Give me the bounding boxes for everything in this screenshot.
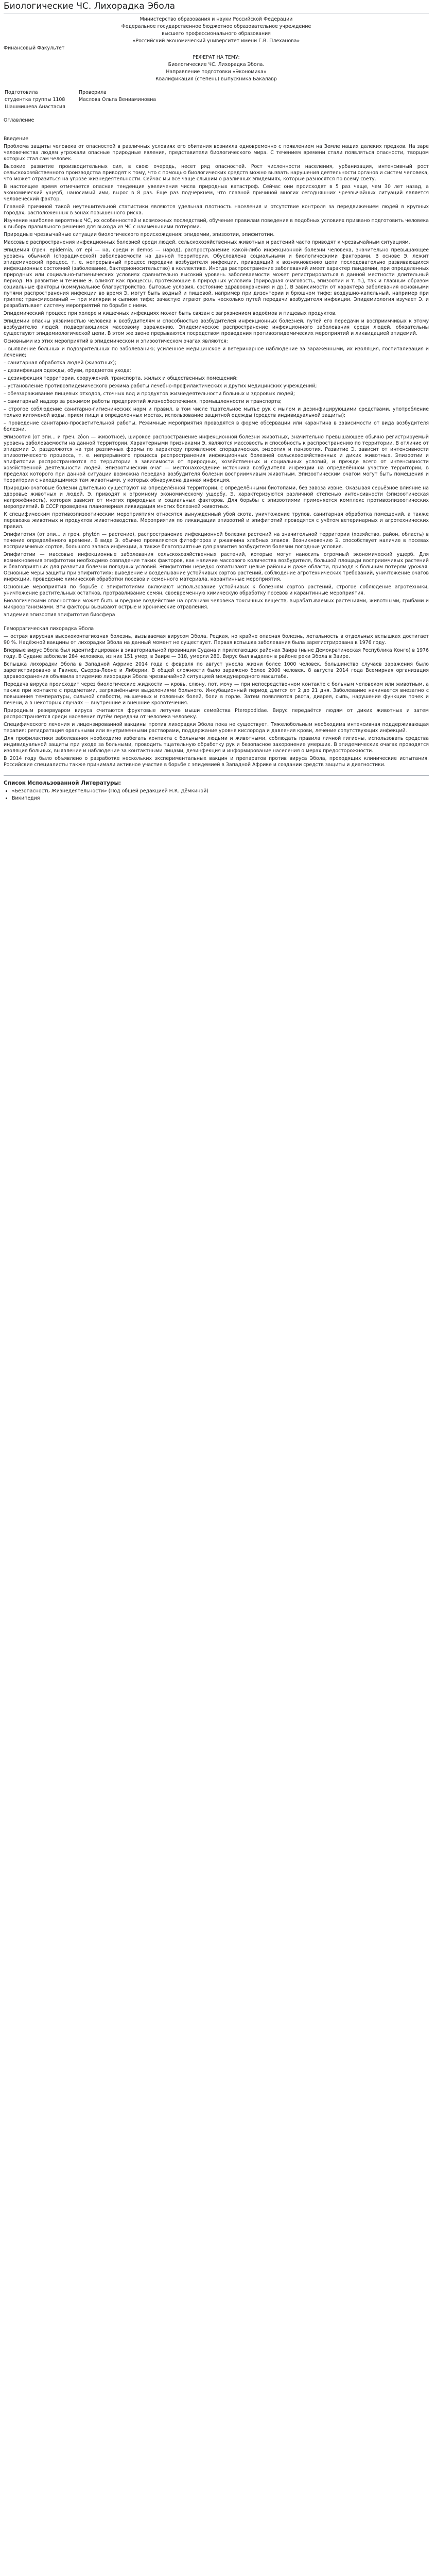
faculty-line: Финансовый Факультет xyxy=(4,45,65,51)
referat-topic: Биологические ЧС. Лихорадка Эбола. xyxy=(168,62,265,67)
ebola-paragraph: Для профилактики заболевания необходимо избегать контакта с больными людьми и животными, соблюдать правила личной гигиены, использовать средства индивидуальной защиты при уходе за больными, проводить тщательную обработку рук и безопасное захоронение умерших. В эпидемических очагах проводятся изоляция больных, выявление и наблюдение за контактными лицами, дезинфекция и информирование населения о мерах предосторожности. xyxy=(4,736,429,754)
document-page xyxy=(0,0,436,802)
body-paragraph: Эпидемия (греч. epidemia, от epi — на, среди и demos — народ), распространение какой-либо инфекционной болезни человека, значительно превышающее уровень обычной (спорадической) заболеваемости на данной территории. Обусловлена социальными и биологическими факторами. В основе Э. лежит эпидемический процесс, т. е. непрерывный процесс передачи возбудителя инфекции, приводящий к возникновению цепи последовательно развивающихся инфекционных состояний (заболевание, бактерионосительство) в коллективе. Иногда распространение заболеваний имеет характер пандемии, при определенных природных или социально-гигиенических условиях сравнительно высокий уровень заболеваемости может регистрироваться в данной местности длительный период. На развитие и течение Э. влияют как процессы, протекающие в природных условиях (природная очаговость, эпизоотии и т. п.), так и главным образом социальные факторы (коммунальное благоустройство, бытовые условия, состояние здравоохранения и др.). В зависимости от характера заболевания основными путями распространения инфекции во время Э. могут быть водный и пищевой, например при дизентерии и брюшном тифе; воздушно-капельный, например при гриппе; трансмиссивный — при малярии и сыпном тифе; зачастую играют роль несколько путей передачи возбудителя инфекции. Эпидемиология изучает Э. и разрабатывает систему мероприятий по борьбе с ними. xyxy=(4,247,429,309)
institution-line-2: высшего профессионального образования xyxy=(162,31,271,37)
ebola-paragraph: Впервые вирус Эбола был идентифицирован в экваториальной провинции Судана и прилегающих районах Заира (ныне Демократическая Республика Конго) в 1976 году. В Судане заболели 284 человека, из них 151 умер, в Заире — 318, умерли 280. Вирус был выделен в районе реки Эбола в Заире. xyxy=(4,648,429,659)
page-title: Биологические ЧС. Лихорадка Эбола xyxy=(4,1,176,11)
checker-block xyxy=(79,90,429,111)
body-paragraph: Природно-очаговые болезни длительно существуют на определённой территории, с определёнными биотопами, без завоза извне. Оказывая серьёзное влияние на здоровье животных и людей, Э. приводят к огромному экономическому ущербу. Э. характеризуются различной степенью интенсивности (эпизоотическая напряжённость), которая зависит от многих природных и социальных факторов. Для борьбы с эпизоотиями применяется комплекс противоэпизоотических мероприятий. В СССР проведена планомерная ликвидация многих болезней животных. xyxy=(4,485,429,510)
body-paragraph: Эпидемический процесс при холере и кишечных инфекциях может быть связан с загрязнением водоёмов и пищевых продуктов. xyxy=(4,311,337,316)
body-paragraph: Эпифитотии — массовые инфекционные заболевания сельскохозяйственных растений, которые могут наносить огромный экономический ущерб. Для возникновения эпифитотии необходимо совпадение таких факторов, как наличие массового количества возбудителя, большой площади восприимчивых растений и благоприятных для развития болезни погодных условий. Эпифитотии нередко охватывают целые районы и даже области, приводя к большим потерям урожая. Основные меры защиты при эпифитотиях: выведение и возделывание устойчивых сортов растений, соблюдение агротехнических требований, уничтожение очагов инфекции, проведение химической обработки посевов и семенного материала, карантинные мероприятия. xyxy=(4,552,429,582)
student-group: студентка группы 1108 xyxy=(5,97,65,103)
body-paragraph: – санитарный надзор за режимом работы предприятий жизнеобеспечения, промышленности и транспорта; xyxy=(4,399,282,404)
direction-line: Направление подготовки «Экономика» xyxy=(166,69,267,75)
body-paragraph: Высокие развитие производительных сил, в свою очередь, несет ряд опасностей. Рост численности населения, урбанизация, интенсивный рост сельскохозяйственного производства приводят к тому, что с помощью биологических средств можно вызвать нарушения деятельности органов и систем человека, что может отразиться на угрозе жизнедеятельности. Сейчас мы все чаще слышим о различных эпидемиях, которые разносятся по всему свету. xyxy=(4,164,429,182)
literature-heading: Список Использованной Литературы: xyxy=(4,780,121,786)
body-paragraph: – обеззараживание пищевых отходов, сточных вод и продуктов жизнедеятельности больных и здоровых людей; xyxy=(4,391,295,397)
author-block xyxy=(5,90,79,111)
body-paragraph: Биологическими опасностями может быть и вредное воздействие на организм человека токсичных веществ, вырабатываемых растениями, животными, грибами и микроорганизмами. Эти факторы вызывают острые и хронические отравления. xyxy=(4,598,429,610)
ebola-body xyxy=(4,634,429,768)
body-paragraph: В настоящее время отмечается опасная тенденция увеличения числа природных катастроф. Сейчас они происходят в 5 раз чаще, чем 30 лет назад, а экономический ущерб, наносимый ими, вырос в 8 раз. Еще раз подчеркнем, что главной причиной многих сегодняшних чрезвычайных ситуаций является человеческий фактор. xyxy=(4,184,429,202)
cover-topic xyxy=(4,55,429,82)
body-paragraph: Основные мероприятия по борьбе с эпифитотиями включают использование устойчивых к болезням сортов растений, строгое соблюдение агротехники, уничтожение растительных остатков, протравливание семян, своевременную химическую обработку посевов и карантинные мероприятия. xyxy=(4,584,429,596)
ebola-paragraph: В 2014 году было объявлено о разработке нескольких экспериментальных вакцин и препаратов против вируса Эбола, проходящих клинические испытания. Российские специалисты также принимали активное участие в борьбе с эпидемией в Западной Африке и создании средств защиты и диагностики. xyxy=(4,756,429,768)
body-paragraph: – строгое соблюдение санитарно-гигиенических норм и правил, в том числе тщательное мытье рук с мылом и дезинфицирующими средствами, употребление только кипяченой воды, прием пищи в определенных местах, использование защитной одежды (средств индивидуальной защиты); xyxy=(4,406,429,418)
literature-list xyxy=(4,788,429,802)
university-line: «Российский экономический университет имени Г.В. Плеханова» xyxy=(132,38,300,44)
signatures-block xyxy=(4,90,429,111)
body-paragraph: Основными из этих мероприятий в эпидемическом и эпизоотическом очагах являются: xyxy=(4,338,228,344)
ministry-line: Министерство образования и науки Российской Федерации xyxy=(139,16,293,22)
body-paragraph: Изучение наиболее вероятных ЧС, их особенностей и возможных последствий, обучение правилам поведения в подобных условиях призвано подготовить человека к выбору правильного решения для выхода из ЧС с наименьшими потерями. xyxy=(4,218,429,230)
body-paragraph: – дезинфекция территории, сооружений, транспорта, жилых и общественных помещений; xyxy=(4,376,238,381)
body-paragraph: – дезинфекция одежды, обуви, предметов ухода; xyxy=(4,368,131,374)
institution-line-1: Федеральное государственное бюджетное образовательное учреждение xyxy=(121,24,311,29)
body-paragraph: – проведение санитарно-просветительной работы. Режимные мероприятия проводятся в форме обсервации или карантина в зависимости от вида возбудителя болезни. xyxy=(4,420,429,432)
student-name: Шашмишева Анастасия xyxy=(5,104,65,110)
body-paragraph: Природные чрезвычайные ситуации биологического происхождения: эпидемии, эпизоотии, эпифитотии. xyxy=(4,232,275,238)
literature-item: • «Безопасность Жизнедеятельности» (Под общей редакцией Н.К. Дёмкиной) xyxy=(12,788,429,794)
ebola-paragraph: Специфического лечения и лицензированной вакцины против лихорадки Эбола пока не существует. Тяжелобольным необходима интенсивная поддерживающая терапия: регидратация оральными или внутривенными растворами, поддержание уровня кислорода и давления крови, лечение сопутствующих инфекций. xyxy=(4,722,429,734)
body-paragraph: Эпизоотия (от эпи... и греч. zōon — животное), широкое распространение инфекционной болезни животных, значительно превышающее обычно регистрируемый уровень заболеваемости на данной территории. Характерными признаками Э. являются массовость и способность к распространению по территории. В отличие от эпидемии Э. разделяются на три различных формы по характеру проявления: спорадическая, энзоотия и панзоотия. Развитие Э. зависит от интенсивности эпизоотического процесса, т. е. непрерывного процесса распространения инфекционных болезней сельскохозяйственных и диких животных. Эпизоотии и эпифитотии распространяются по территории в зависимости от природных, хозяйственных и социальных условий, и прежде всего от интенсивности хозяйственной деятельности людей. Эпизоотический очаг — местонахождение источника возбудителя инфекции на определённом участке территории, в пределах которого при данной ситуации возможна передача возбудителя болезни восприимчивым животным. Эпизоотическим очагом могут быть помещения и территории с находящимися там животными, у которых обнаружена данная инфекция. xyxy=(4,434,429,483)
toc-heading: Оглавление xyxy=(4,117,34,123)
ebola-paragraph: Передача вируса происходит через биологические жидкости — кровь, слюну, пот, мочу — при непосредственном контакте с больным человеком или животным, а также при контакте с предметами, загрязнёнными выделениями больного. Инкубационный период длится от 2 до 21 дня. Заболевание начинается внезапно с повышения температуры, сильной слабости, мышечных и головных болей, боли в горле. Затем появляются рвота, диарея, сыпь, нарушение функции почек и печени, а в некоторых случаях — внутренние и внешние кровотечения. xyxy=(4,682,429,706)
ebola-heading: Геморрагическая лихорадка Эбола xyxy=(4,626,94,632)
body-paragraph: – санитарная обработка людей (животных); xyxy=(4,360,117,366)
body-paragraph: Массовые распространения инфекционных болезней среди людей, сельскохозяйственных животных и растений часто приводят к чрезвычайным ситуациям. xyxy=(4,240,410,245)
ebola-paragraph: — острая вирусная высококонтагиозная болезнь, вызываемая вирусом Эбола. Редкая, но крайне опасная болезнь, летальность в отдельных вспышках достигает 90 %. Надёжной вакцины от лихорадки Эбола на данный момент не существует. Первая вспышка заболевания была зарегистрирована в 1976 году. xyxy=(4,634,429,646)
body-paragraph: – выявление больных и подозрительных по заболеванию; усиленное медицинское и ветеринарное наблюдение за зараженными, их изоляция, госпитализация и лечение; xyxy=(4,346,429,358)
body-paragraph: эпидемия эпизоотия эпифитотия биосфера xyxy=(4,612,115,618)
body-paragraph: Эпифитотия (от эпи... и греч. phytón — растение), распространение инфекционной болезни растений на значительной территории (хозяйство, район, область) в течение определённого времени. В виде Э. обычно проявляются фитофтороз и ржавчина хлебных злаков. Возникновению Э. способствует наличие в посевах восприимчивых сортов, большого запаса инфекции, а также благоприятные для развития возбудителя болезни погодные условия. xyxy=(4,532,429,550)
intro-heading: Введение xyxy=(4,136,28,142)
spacer xyxy=(4,620,429,626)
literature-section xyxy=(4,775,429,802)
referat-label: РЕФЕРАТ НА ТЕМУ: xyxy=(193,55,240,60)
body-paragraph: Эпидемии опасны уязвимостью человека к возбудителям и способностью возбудителей инфекционных болезней, путей его передачи и восприимчивых к этому возбудителю людей, подвергающихся массовому заражению. Эпидемическое распространение инфекционного заболевания среди людей, обязательны существуют эпидемиологической цепи. В этом же звене прерываются посредством проведения противоэпидемических мероприятий и ликвидацией эпидемий. xyxy=(4,318,429,336)
prepared-label: Подготовила xyxy=(5,90,38,95)
qualification-line: Квалификация (степень) выпускника Бакалавр xyxy=(155,76,277,82)
body-paragraph: Проблема защиты человека от опасностей в различных условиях его обитания возникла одновременно с появлением на Земле наших далеких предков. На заре человечества людям угрожали опасные природные явления, представители биологического мира. С течением времени стали появляться опасности, творцом которых стал сам человек. xyxy=(4,144,429,162)
intro-body xyxy=(4,144,429,618)
spacer xyxy=(4,124,429,130)
body-paragraph: К специфическим противоэпизоотическим мероприятиям относятся вынужденный убой скота, уничтожение трупов, санитарная обработка помещений, а также перевозка животных и продуктов животноводства. Мероприятия по ликвидации эпизоотий и эпифитотий проводятся с учётом ветеринарных и агротехнических правил. xyxy=(4,512,429,530)
literature-item: • Википедия xyxy=(12,795,429,802)
body-paragraph: – установление противоэпидемического режима работы лечебно-профилактических и других медицинских учреждений; xyxy=(4,383,317,389)
body-paragraph: Главной причиной такой неутешительной статистики являются удельная плотность населения и отсутствие контроля за передвижением людей в крупных городах, расположенных в зонах повышенного риска. xyxy=(4,204,429,216)
ebola-paragraph: Природным резервуаром вируса считаются фруктовые летучие мыши семейства Pteropodidae. Вирус передаётся людям от диких животных и затем распространяется среди населения путём передачи от человека человеку. xyxy=(4,708,429,720)
spacer xyxy=(4,130,429,136)
ebola-paragraph: Вспышка лихорадки Эбола в Западной Африке 2014 года с февраля по август унесла жизни более 1000 человек, большинство случаев заражения было зарегистрировано в Гвинее, Сьерра-Леоне и Либерии. В общей сложности было заражено более 2000 человек. 8 августа 2014 года Всемирная организация здравоохранения объявила эпидемию лихорадки Эбола чрезвычайной ситуацией международного масштаба. xyxy=(4,662,429,680)
checker-name: Маслова Ольга Вениаминовна xyxy=(79,97,156,103)
cover-header xyxy=(4,16,429,52)
checked-label: Проверила xyxy=(79,90,107,95)
